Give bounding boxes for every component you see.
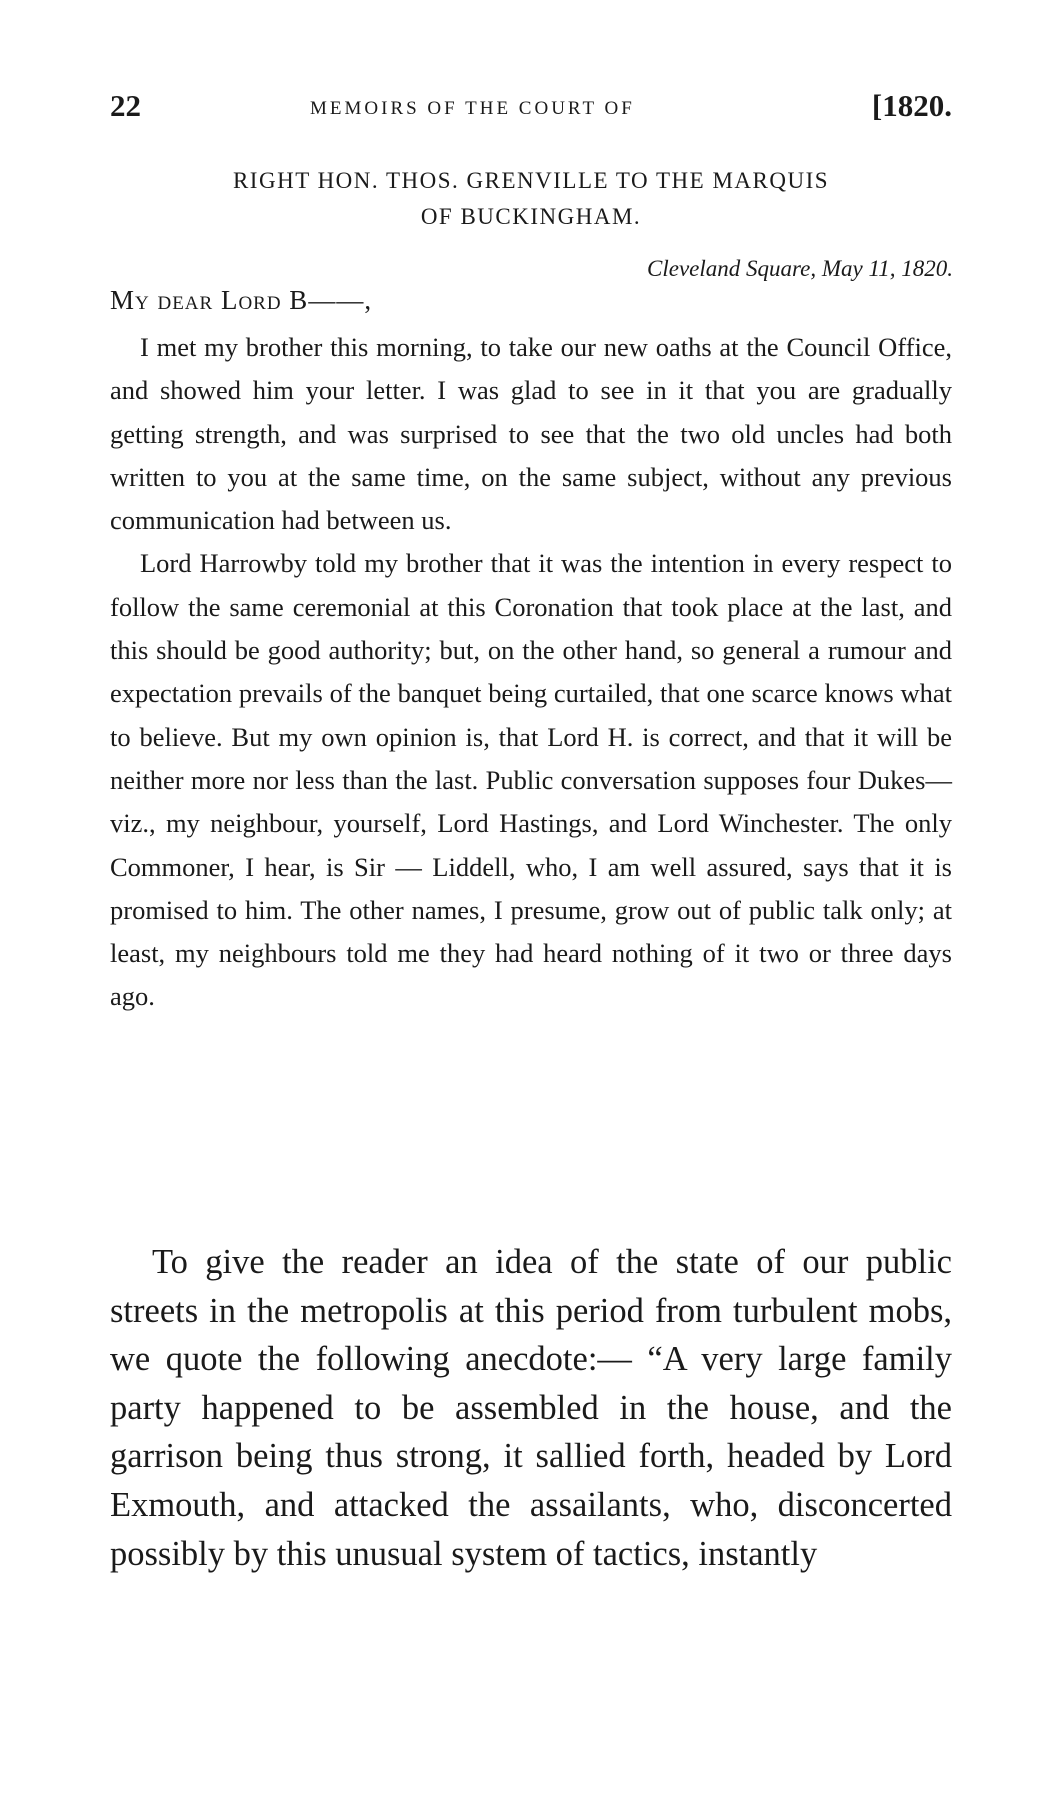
narrative-paragraph: To give the reader an idea of the state of our public streets in the metropolis at this period from turbulent mobs, we quote the following anecdote:— “A very large family party happened to be assembled in the house, and the garrison being thus strong, it sallied forth, headed by Lord Exmouth, and attacked the assailants, who, disconcerted possibly by this unusual system of tactics, instantly xyxy=(110,1243,952,1573)
page-number: 22 xyxy=(110,88,141,123)
letter-heading-line-2: OF BUCKINGHAM. xyxy=(420,204,642,229)
letter-salutation: My dear Lord B——, xyxy=(110,285,373,315)
narrative-text xyxy=(110,1238,952,1578)
letter-heading-line-1: RIGHT HON. THOS. GRENVILLE TO THE MARQUIS xyxy=(232,168,830,193)
running-head xyxy=(110,88,952,128)
letter-dateline: Cleveland Square, May 11, 1820. xyxy=(647,256,953,281)
letter-paragraph: Lord Harrowby told my brother that it was the intention in every respect to follow the same ceremonial at this Coronation that took place at the last, and this should be good authority; but, on the other hand, so general a rumour and expectation prevails of the banquet being curtailed, that one scarce knows what to believe. But my own opinion is, that Lord H. is correct, and that it will be neither more nor less than the last. Public conversation supposes four Dukes—viz., my neighbour, yourself, Lord Hastings, and Lord Winchester. The only Commoner, I hear, is Sir — Liddell, who, I am well assured, says that it is promised to him. The other names, I presume, grow out of public talk only; at least, my neighbours told me they had heard nothing of it two or three days ago. xyxy=(110,548,952,1012)
letter-body xyxy=(110,326,952,1019)
letter-heading xyxy=(110,163,952,235)
running-year: [1820. xyxy=(871,88,952,123)
letter-paragraph: I met my brother this morning, to take our new oaths at the Council Office, and showed him your letter. I was glad to see in it that you are gradually getting strength, and was surprised to see that the two old uncles had both written to you at the same time, on the same subject, without any previous communication had between us. xyxy=(110,332,952,536)
running-title: MEMOIRS OF THE COURT OF xyxy=(310,98,635,119)
